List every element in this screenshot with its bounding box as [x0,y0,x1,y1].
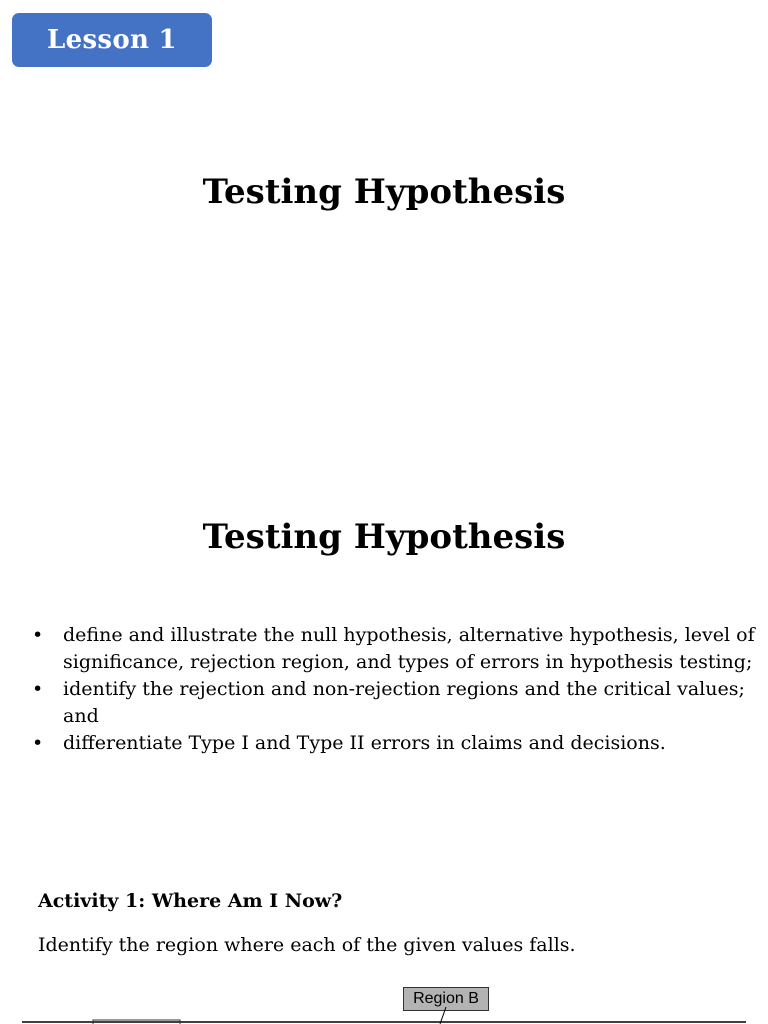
bullet-icon: • [32,678,44,700]
section-title: Testing Hypothesis [202,517,566,557]
list-item [32,676,762,730]
list-item [32,622,762,676]
bullet-icon: • [32,624,44,646]
objective-text: define and illustrate the null hypothesis, alternative hypothesis, level of significance, rejection region, and types of errors in hypothesis testing; [63,624,755,673]
activity-instruction: Identify the region where each of the given values falls. [38,934,576,956]
distribution-diagram [0,1005,768,1024]
objective-text: identify the rejection and non-rejection regions and the critical values; and [63,678,745,727]
objectives-list [32,622,762,757]
lesson-badge-label: Lesson 1 [47,25,177,55]
list-item [32,730,762,757]
bullet-icon: • [32,732,44,754]
activity-title: Activity 1: Where Am I Now? [38,890,343,912]
page-title: Testing Hypothesis [202,172,566,212]
objective-text: differentiate Type I and Type II errors in claims and decisions. [63,732,666,754]
region-b-label-text: Region B [413,990,479,1007]
lesson-badge [12,13,212,67]
